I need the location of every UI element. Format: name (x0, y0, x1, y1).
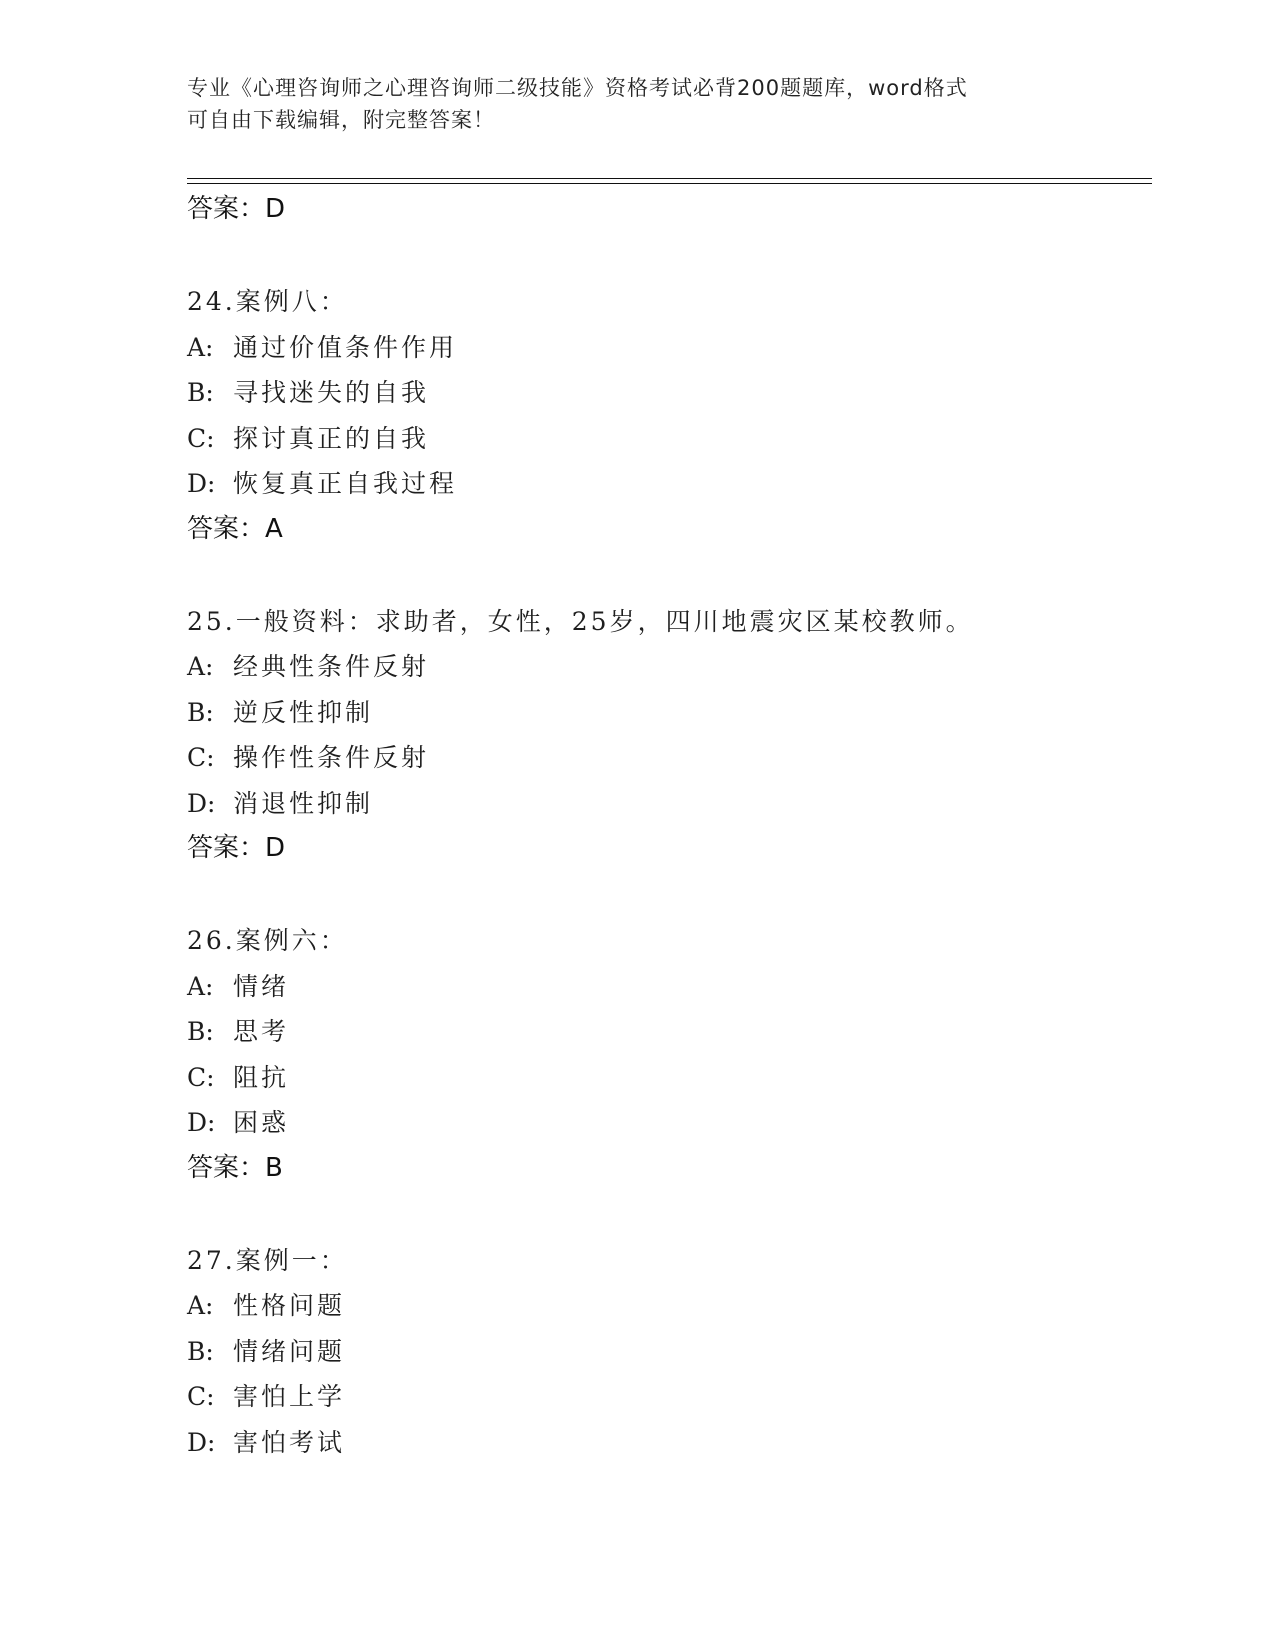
header-line-1: 专业《心理咨询师之心理咨询师二级技能》资格考试必背200题题库，word格式 (187, 76, 968, 100)
option-text: 思考 (233, 1017, 290, 1046)
option-letter: D: (187, 788, 216, 818)
answer-line: 答案：B (187, 1152, 283, 1183)
option-text: 阻抗 (233, 1062, 290, 1092)
option-text: 恢复真正自我过程 (233, 469, 458, 498)
option-letter: D: (187, 1427, 216, 1457)
header-line-2: 可自由下载编辑，附完整答案！ (187, 108, 495, 132)
option-c (187, 1055, 1147, 1101)
option-text: 逆反性抑制 (233, 697, 374, 727)
option-text: 经典性条件反射 (233, 652, 430, 681)
option-a (187, 964, 1147, 1010)
option-letter: A: (187, 971, 214, 1001)
option-a (187, 1283, 1147, 1329)
option-letter: D: (187, 469, 216, 498)
option-letter: C: (187, 1382, 215, 1411)
question-stem: 27.案例一： (187, 1245, 348, 1275)
option-text: 消退性抑制 (233, 788, 374, 818)
answer-line: 答案：A (187, 513, 283, 544)
answer-line: 答案：D (187, 833, 286, 863)
option-c (187, 735, 1147, 781)
question-block (187, 1238, 1147, 1466)
option-text: 害怕上学 (233, 1382, 346, 1411)
option-b (187, 370, 1147, 416)
option-text: 害怕考试 (233, 1427, 346, 1457)
option-letter: C: (187, 1062, 215, 1092)
option-letter: B: (187, 1336, 214, 1366)
option-text: 通过价值条件作用 (233, 332, 458, 362)
option-c (187, 1374, 1147, 1420)
answer-line: 答案：D (187, 194, 286, 224)
option-text: 情绪 (233, 971, 290, 1001)
option-text: 操作性条件反射 (233, 743, 430, 772)
option-text: 寻找迷失的自我 (233, 378, 430, 407)
header-divider-top (187, 178, 1152, 179)
document-header (187, 72, 1087, 136)
option-text: 困惑 (233, 1108, 290, 1137)
option-letter: A: (187, 1291, 214, 1320)
option-letter: B: (187, 378, 214, 407)
option-letter: B: (187, 697, 214, 727)
option-text: 情绪问题 (233, 1336, 346, 1366)
option-b (187, 690, 1147, 736)
option-text: 探讨真正的自我 (233, 423, 430, 453)
option-letter: C: (187, 743, 215, 772)
option-d (187, 781, 1147, 827)
option-a (187, 325, 1147, 371)
option-c (187, 416, 1147, 462)
option-a (187, 644, 1147, 690)
question-block (187, 918, 1147, 1191)
question-stem: 25.一般资料：求助者，女性，25岁，四川地震灾区某校教师。 (187, 606, 974, 636)
header-divider-bottom (187, 183, 1152, 184)
option-b (187, 1329, 1147, 1375)
option-letter: C: (187, 423, 215, 453)
option-d (187, 1100, 1147, 1146)
option-b (187, 1009, 1147, 1055)
question-block (187, 599, 1147, 872)
option-letter: D: (187, 1108, 216, 1137)
question-block (187, 279, 1147, 552)
option-letter: A: (187, 332, 214, 362)
option-letter: B: (187, 1017, 214, 1046)
question-stem: 26.案例六： (187, 926, 348, 955)
option-d (187, 1420, 1147, 1466)
question-stem: 24.案例八： (187, 287, 348, 316)
option-text: 性格问题 (233, 1291, 346, 1320)
question-list (187, 187, 1147, 1465)
option-d (187, 461, 1147, 507)
option-letter: A: (187, 652, 214, 681)
